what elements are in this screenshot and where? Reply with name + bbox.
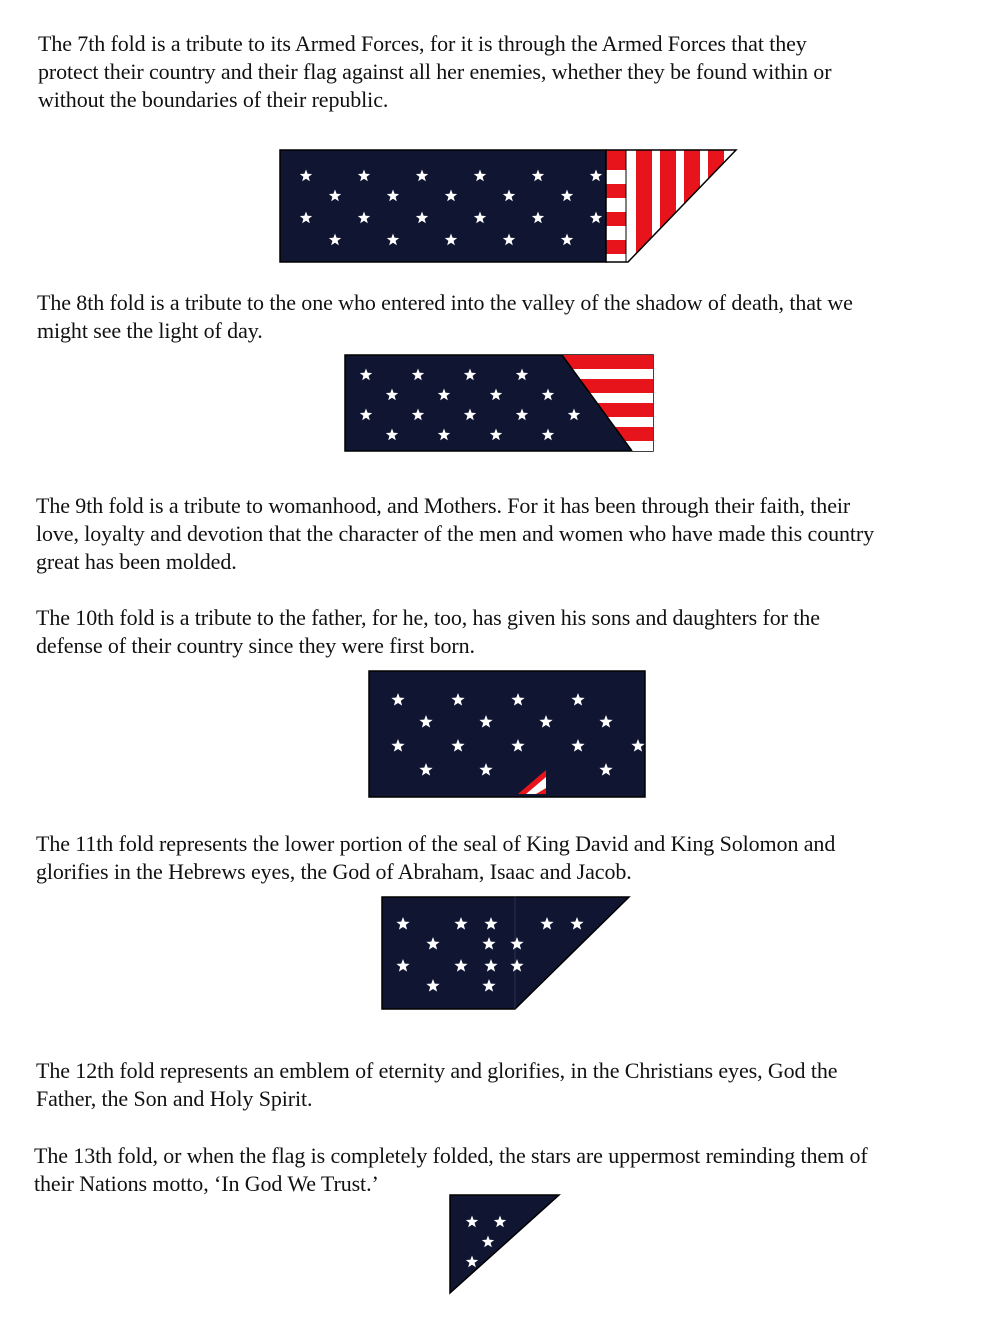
- text-line: defense of their country since they were first born.: [36, 633, 475, 658]
- text-line: The 9th fold is a tribute to womanhood, and Mothers. For it has been through their faith, their: [36, 493, 851, 518]
- text-line: The 10th fold is a tribute to the father, for he, too, has given his sons and daughters for the: [36, 605, 820, 630]
- paragraph-fold-11: [36, 830, 835, 886]
- paragraph-fold-12: [36, 1057, 837, 1113]
- text-line: their Nations motto, ‘In God We Trust.’: [34, 1171, 379, 1196]
- fold-8-diagram: [344, 353, 656, 455]
- text-line: The 13th fold, or when the flag is completely folded, the stars are uppermost reminding them of: [34, 1143, 868, 1168]
- text-line: The 8th fold is a tribute to the one who entered into the valley of the shadow of death, that we: [37, 290, 853, 315]
- fold-11-diagram: [381, 896, 633, 1012]
- paragraph-fold-7: [38, 30, 831, 114]
- fold-7-diagram: [280, 148, 740, 264]
- text-line: without the boundaries of their republic.: [38, 87, 389, 112]
- text-line: The 7th fold is a tribute to its Armed Forces, for it is through the Armed Forces that they: [38, 31, 807, 56]
- text-line: great has been molded.: [36, 549, 237, 574]
- text-line: Father, the Son and Holy Spirit.: [36, 1086, 313, 1111]
- paragraph-fold-10: [36, 604, 820, 660]
- text-line: love, loyalty and devotion that the character of the men and women who have made this country: [36, 521, 875, 546]
- paragraph-fold-8: [37, 289, 853, 345]
- fold-10-diagram: [368, 670, 648, 800]
- text-line: The 12th fold represents an emblem of eternity and glorifies, in the Christians eyes, God the: [36, 1058, 838, 1083]
- text-line: protect their country and their flag against all her enemies, whether they be found within or: [38, 59, 832, 84]
- fold-13-diagram: [448, 1194, 562, 1296]
- paragraph-fold-9: [36, 492, 874, 576]
- text-line: glorifies in the Hebrews eyes, the God of Abraham, Isaac and Jacob.: [36, 859, 632, 884]
- text-line: The 11th fold represents the lower portion of the seal of King David and King Solomon and: [36, 831, 836, 856]
- paragraph-fold-13: [34, 1142, 868, 1198]
- text-line: might see the light of day.: [37, 318, 263, 343]
